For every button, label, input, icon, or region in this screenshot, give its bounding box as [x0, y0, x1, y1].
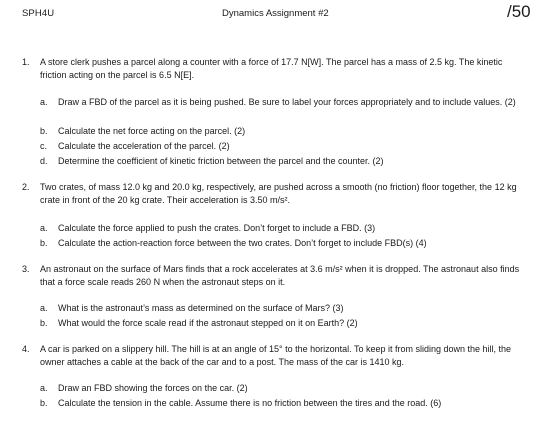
part-letter: b. [40, 126, 48, 136]
part-letter: a. [40, 97, 48, 107]
part-letter: c. [40, 141, 48, 151]
question-text: An astronaut on the surface of Mars finds that a rock accelerates at 3.6 m/s² when it is dropped. The astronaut also finds that a force scale reads 260 N when the astronaut steps on it. [40, 264, 520, 287]
part-text: What is the astronaut’s mass as determined on the surface of Mars? (3) [58, 303, 344, 313]
part-letter: a. [40, 303, 48, 313]
part-letter: a. [40, 223, 48, 233]
part-text: Calculate the net force acting on the parcel. (2) [58, 126, 246, 136]
part-text: Determine the coefficient of kinetic friction between the parcel and the counter. (2) [58, 156, 384, 166]
course-code: SPH4U [22, 8, 55, 19]
assignment-title: Dynamics Assignment #2 [222, 8, 329, 19]
part-text: Calculate the tension in the cable. Assume there is no friction between the tires and the road. (6) [58, 398, 442, 408]
question-text: Two crates, of mass 12.0 kg and 20.0 kg, respectively, are pushed across a smooth (no friction) floor together, the 12 kg crate in front of the 20 kg crate. Their acceleration is 3.50 m/s². [40, 182, 517, 205]
part-text: Calculate the force applied to push the crates. Don’t forget to include a FBD. (3) [58, 223, 376, 233]
part-text: Draw a FBD of the parcel as it is being pushed. Be sure to label your forces appropriately and to include values. (2) [58, 97, 516, 107]
part-text: Calculate the action-reaction force between the two crates. Don’t forget to include FBD(s) (4) [58, 238, 427, 248]
part-letter: b. [40, 238, 48, 248]
total-score: /50 [507, 2, 531, 21]
part-text: What would the force scale read if the astronaut stepped on it on Earth? (2) [58, 318, 358, 328]
question-number: 2. [22, 182, 30, 192]
part-text: Draw an FBD showing the forces on the car. (2) [58, 383, 248, 393]
part-letter: b. [40, 318, 48, 328]
part-letter: a. [40, 383, 48, 393]
question-number: 3. [22, 264, 30, 274]
question-text: A car is parked on a slippery hill. The hill is at an angle of 15° to the horizontal. To keep it from sliding down the hill, the owner attaches a cable at the back of the car and to a post. The mass of the car is 1410 kg. [40, 344, 512, 367]
part-letter: b. [40, 398, 48, 408]
question-text: A store clerk pushes a parcel along a counter with a force of 17.7 N[W]. The parcel has a mass of 2.5 kg. The kinetic friction acting on the parcel is 6.5 N[E]. [40, 57, 503, 80]
part-text: Calculate the acceleration of the parcel. (2) [58, 141, 230, 151]
question-number: 4. [22, 344, 30, 354]
question-number: 1. [22, 57, 30, 67]
part-letter: d. [40, 156, 48, 166]
